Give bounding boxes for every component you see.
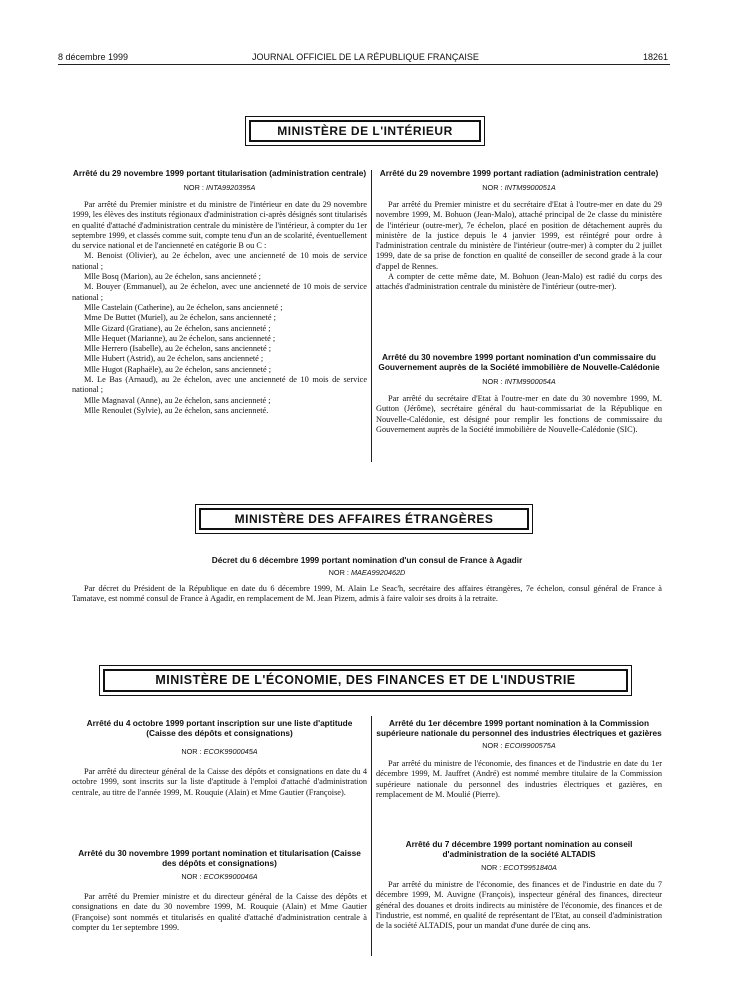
header-journal: JOURNAL OFFICIEL DE LA RÉPUBLIQUE FRANÇAISE	[252, 52, 479, 62]
nor-reference	[72, 568, 662, 577]
nor-label: NOR :	[181, 747, 202, 756]
list-item: Mlle Hequet (Marianne), au 2e échelon, sans ancienneté ;	[84, 333, 276, 343]
nor-label: NOR :	[482, 741, 503, 750]
nor-code: INTM9900051A	[504, 183, 556, 192]
list-item: Mlle Hugot (Raphaële), au 2e échelon, sans ancienneté ;	[84, 364, 272, 374]
decree-body	[72, 892, 367, 933]
list-item: Mlle Herrero (Isabelle), au 2e échelon, sans ancienneté ;	[84, 344, 272, 354]
nor-code: ECOT9951840A	[503, 863, 557, 872]
decree-body	[376, 759, 662, 800]
decree-title: Arrêté du 30 novembre 1999 portant nomination d'un commissaire du Gouvernement auprès de la Société immobilière de Nouvelle-Calédonie	[378, 352, 660, 372]
nor-code: ECOI9900575A	[504, 741, 556, 750]
decree-paragraph: Par arrêté du ministre de l'économie, des finances et de l'industrie en date du 7 décembre 1999, M. Auvigne (François), inspecteur général des finances, directeur général des douanes et droits indirects au ministère de l'économie, des finances et de l'industrie, est nommé, en qualité de représentant de l'Etat, au conseil d'administration de la société ALTADIS, pour un mandat d'une durée de cinq ans.	[376, 880, 662, 931]
decree-paragraph: Par arrêté du ministre de l'économie, des finances et de l'industrie en date du 1er décembre 1999, M. Jauffret (André) est nommé membre titulaire de la Commission supérieure nationale du personnel des industries électriques et gazières, en remplacement de M. Moulié (Pierre).	[376, 759, 662, 799]
decree-titularisation	[72, 168, 367, 416]
nor-reference	[376, 377, 662, 386]
list-item: M. Le Bas (Arnaud), au 2e échelon, avec une ancienneté de 10 mois de service national ;	[72, 375, 367, 395]
decree-title: Décret du 6 décembre 1999 portant nomination d'un consul de France à Agadir	[211, 555, 523, 565]
decree-intro: Par arrêté du Premier ministre et du ministre de l'intérieur en date du 29 novembre 1999, les élèves des instituts régionaux d'administration ci-après désignés sont titularisés en qualité d'attaché d'administration centrale du ministère de l'intérieur, à compter du 1er septembre 1999, et classés comme suit, compte tenu d'un an de scolarité, éventuellement du service national et de l'ancienneté en catégorie B ou C :	[72, 200, 367, 251]
decree-title: Arrêté du 1er décembre 1999 portant nomination à la Commission supérieure nationale du personnel des industries électriques et gazières	[376, 718, 662, 738]
header-rule	[58, 64, 670, 65]
decree-paragraph: Par arrêté du secrétaire d'Etat à l'outre-mer en date du 30 novembre 1999, M. Gutton (Jérôme), secrétaire général du haut-commissariat de la République en Nouvelle-Calédonie, est désigné pour remplir les fonctions de commissaire du Gouvernement auprès de la Société immobilière de Nouvelle-Calédonie (SIC).	[376, 394, 662, 434]
decree-nomination-commissaire	[376, 352, 662, 435]
decree-body	[72, 200, 367, 251]
decree-title: Arrêté du 4 octobre 1999 portant inscription sur une liste d'aptitude (Caisse des dépôts et consignations)	[86, 718, 353, 738]
nor-code: INTA9920395A	[205, 183, 256, 192]
list-item: Mlle Castelain (Catherine), au 2e échelon, sans ancienneté ;	[84, 302, 283, 312]
decree-paragraph: Par arrêté du Premier ministre et du secrétaire d'Etat à l'outre-mer en date du 29 novembre 1999, M. Bohuon (Jean-Malo), attaché principal de 2e classe du ministère de l'intérieur (outre-mer), 7e échelon, placé en position de détachement auprès du ministère de la justice depuis le 4 janvier 1999, est réintégré pour ordre à l'administration centrale du ministère de l'intérieur (outre-mer) à compter du 2 juillet 1999, date de sa prise de fonction en qualité de conseiller de second grade à la cour d'appel de Rennes.	[376, 200, 662, 271]
nor-label: NOR :	[183, 183, 204, 192]
nor-label: NOR :	[181, 872, 202, 881]
nor-label: NOR :	[482, 377, 503, 386]
decree-body	[376, 394, 662, 435]
list-item: Mlle Renoulet (Sylvie), au 2e échelon, sans ancienneté.	[84, 405, 269, 415]
decree-body	[72, 767, 367, 798]
nor-code: ECOK9900045A	[203, 747, 258, 756]
column-divider	[371, 716, 372, 956]
decree-commission-industries	[376, 718, 662, 800]
decree-titularisation-caisse	[72, 848, 367, 933]
appointee-list	[72, 251, 367, 416]
list-item: Mme De Buttet (Muriel), au 2e échelon, sans ancienneté ;	[84, 313, 276, 323]
header-page-number: 18261	[642, 52, 668, 62]
nor-label: NOR :	[481, 863, 502, 872]
ministry-heading-interieur: MINISTÈRE DE L'INTÉRIEUR	[249, 120, 481, 142]
ministry-heading-affaires-etrangeres: MINISTÈRE DES AFFAIRES ÉTRANGÈRES	[199, 508, 529, 530]
column-divider	[371, 170, 372, 462]
list-item: M. Benoist (Olivier), au 2e échelon, avec une ancienneté de 10 mois de service national ;	[72, 251, 367, 271]
decree-altadis	[376, 839, 662, 931]
decree-paragraph: Par décret du Président de la République en date du 6 décembre 1999, M. Alain Le Seac'h, secrétaire des affaires étrangères, 7e échelon, consul général de France à Tamatave, est nommé consul de France à Agadir, en remplacement de M. Jean Pizem, admis à faire valoir ses droits à la retraite.	[72, 584, 662, 604]
nor-reference	[72, 747, 367, 756]
decree-paragraph: Par arrêté du Premier ministre et du directeur général de la Caisse des dépôts et consignations en date du 30 novembre 1999, M. Rouquie (Alain) et Mme Gautier (Françoise) sont nommés et titularisés en qualité d'attaché d'administration centrale à compter du 1er septembre 1999.	[72, 892, 367, 932]
list-item: Mlle Magnaval (Anne), au 2e échelon, sans ancienneté ;	[84, 395, 271, 405]
decree-title: Arrêté du 30 novembre 1999 portant nomination et titularisation (Caisse des dépôts et consignations)	[78, 848, 361, 868]
list-item: Mlle Hubert (Astrid), au 2e échelon, sans ancienneté ;	[84, 354, 264, 364]
decree-title: Arrêté du 29 novembre 1999 portant radiation (administration centrale)	[379, 168, 659, 178]
decree-title: Arrêté du 7 décembre 1999 portant nomination au conseil d'administration de la société ALTADIS	[405, 839, 633, 859]
decree-radiation	[376, 168, 662, 293]
nor-reference	[72, 183, 367, 192]
decree-title: Arrêté du 29 novembre 1999 portant titularisation (administration centrale)	[72, 168, 367, 178]
header-date: 8 décembre 1999	[58, 52, 129, 62]
decree-paragraph: A compter de cette même date, M. Bohuon (Jean-Malo) est radié du corps des attachés d'administration centrale du ministère de l'intérieur (outre-mer).	[376, 272, 662, 292]
nor-code: MAEA9920462D	[350, 568, 406, 577]
nor-code: INTM9900054A	[504, 377, 556, 386]
nor-reference	[376, 183, 662, 192]
list-item: Mlle Bosq (Marion), au 2e échelon, sans ancienneté ;	[84, 272, 261, 282]
nor-label: NOR :	[328, 568, 349, 577]
decree-paragraph: Par arrêté du directeur général de la Caisse des dépôts et consignations en date du 4 octobre 1999, sont inscrits sur la liste d'aptitude à l'emploi d'attaché d'administration centrale, au titre de l'année 1999, M. Rouquie (Alain) et Mme Gautier (Françoise).	[72, 767, 367, 797]
ministry-heading-economie: MINISTÈRE DE L'ÉCONOMIE, DES FINANCES ET DE L'INDUSTRIE	[103, 669, 628, 692]
nor-label: NOR :	[482, 183, 503, 192]
nor-reference	[376, 863, 662, 872]
list-item: Mlle Gizard (Gratiane), au 2e échelon, sans ancienneté ;	[84, 323, 271, 333]
nor-code: ECOK9900046A	[203, 872, 258, 881]
nor-reference	[376, 741, 662, 750]
decree-consul-agadir	[72, 555, 662, 605]
decree-body	[376, 880, 662, 931]
decree-body	[376, 200, 662, 293]
decree-body	[72, 584, 662, 605]
list-item: M. Bouyer (Emmanuel), au 2e échelon, avec une ancienneté de 10 mois de service national ;	[72, 282, 367, 302]
decree-liste-aptitude	[72, 718, 367, 798]
nor-reference	[72, 872, 367, 881]
